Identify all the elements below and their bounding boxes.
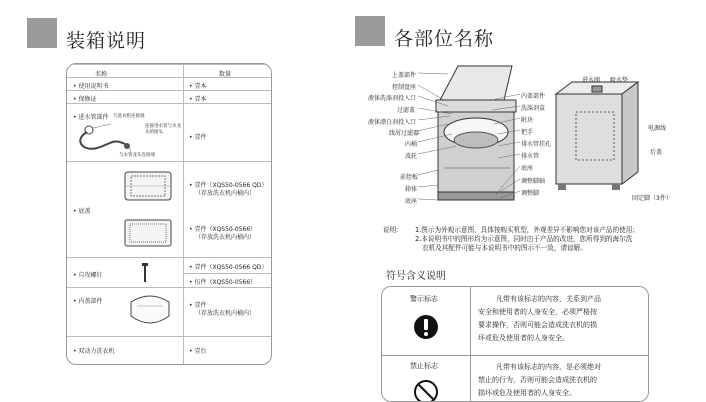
symbols-divider bbox=[470, 287, 471, 401]
part-label: 吸水垫 bbox=[610, 77, 629, 84]
warning-text-line: 凡带有该标志的内容，关系到产品 bbox=[496, 295, 601, 303]
prohibition-symbol-name: 禁止标志 bbox=[410, 362, 438, 370]
header-name: 名称 bbox=[95, 71, 108, 78]
part-label: 调整脚 bbox=[521, 190, 540, 197]
part-label: 排水管 bbox=[521, 153, 540, 160]
prohibition-icon bbox=[413, 379, 439, 402]
part-label: 液体漂白剂投入口 bbox=[368, 119, 417, 126]
callout-label: 连接进水管与水龙头的接头 bbox=[145, 124, 181, 135]
leader-lines-left bbox=[418, 70, 478, 210]
warning-icon bbox=[413, 314, 439, 340]
part-label: 底座 bbox=[405, 198, 418, 205]
left-title-square bbox=[27, 18, 57, 48]
leader-lines-middle bbox=[492, 90, 522, 200]
row-qty: • 壹件 bbox=[189, 302, 207, 309]
row-qty: • 壹件（XQS50-0566 QD） bbox=[189, 264, 268, 271]
part-label: 波轮 bbox=[405, 153, 418, 160]
row-qty: • 壹件（XQS50-0566 QD） bbox=[189, 182, 268, 189]
note-line: 1.图示为外观示意图，具体按购买机型，外观差异不影响您对该产品的使用； bbox=[415, 226, 639, 234]
warning-text-line: 要求操作，否则可能会造成洗衣机的损 bbox=[478, 321, 597, 329]
table-row bbox=[67, 257, 271, 288]
warning-text-line: 坏或危及使用者的人身安全。 bbox=[478, 334, 569, 342]
row-qty: • 壹台 bbox=[189, 348, 207, 355]
right-title-square bbox=[355, 16, 385, 46]
callout-label: 与水管龙头连接端 bbox=[119, 153, 155, 158]
part-label: 内桶 bbox=[405, 141, 418, 148]
callout-label: 与洗衣机连接端 bbox=[113, 114, 145, 119]
row-qty: • 壹件（XQS50-0566） bbox=[189, 226, 257, 233]
table-row bbox=[67, 77, 271, 91]
table-row bbox=[67, 90, 271, 104]
row-name: • 保修证 bbox=[73, 96, 97, 103]
note-label: 说明： bbox=[383, 226, 403, 234]
note-line: 2.本说明书中的图形均为示意图，同时由于产品的改进，您所得到的海尔洗 bbox=[415, 235, 633, 243]
table-row bbox=[67, 287, 271, 337]
part-label: 过滤盖 bbox=[397, 107, 416, 114]
table-row bbox=[67, 103, 271, 162]
row-qty-note: （存放洗衣机内桶内） bbox=[195, 310, 256, 317]
note-line: 衣机及其配件可能与本说明书中的图示不一致，请谅解。 bbox=[422, 244, 587, 252]
part-label: 洗涤剂盒 bbox=[521, 105, 546, 112]
part-label: 后盖 bbox=[650, 149, 663, 156]
part-label: 液体洗涤剂投入口 bbox=[368, 95, 417, 102]
part-label: 上盖部件 bbox=[392, 72, 417, 79]
row-qty: • 壹本 bbox=[189, 83, 207, 90]
washer-back-illustration bbox=[552, 78, 642, 198]
part-label: 箱体 bbox=[405, 186, 418, 193]
symbols-title: 符号含义说明 bbox=[386, 271, 446, 282]
row-qty-note: （存放洗衣机内桶内） bbox=[195, 234, 256, 241]
qty-split-line bbox=[183, 273, 271, 274]
row-qty: • 壹件 bbox=[189, 134, 207, 141]
warning-text-line: 安全和使用者的人身安全，必须严格按 bbox=[478, 308, 597, 316]
row-qty-note: （存放洗衣机内桶内） bbox=[195, 190, 256, 197]
part-label: 电源线 bbox=[648, 125, 667, 132]
symbols-row-divider bbox=[382, 355, 648, 356]
row-qty: • 伍件（XQS50-0566） bbox=[189, 279, 257, 286]
warning-symbol-name: 警示标志 bbox=[410, 295, 438, 303]
screw-icon bbox=[140, 262, 150, 284]
part-label: 调整脚轴 bbox=[521, 178, 546, 185]
prohibition-text-line: 禁止的行为，否则可能会造成洗衣机的 bbox=[478, 376, 597, 384]
packing-table bbox=[66, 63, 272, 365]
row-qty: • 壹本 bbox=[189, 96, 207, 103]
row-name: • 进水管部件 bbox=[73, 114, 109, 121]
row-name: • 自攻螺钉 bbox=[73, 272, 103, 279]
part-label: 固定脚（3件） bbox=[632, 195, 672, 202]
row-name: • 双动力洗衣机 bbox=[73, 348, 115, 355]
table-row bbox=[67, 161, 271, 258]
left-page-title: 装箱说明 bbox=[66, 30, 147, 52]
part-label: 控制盘座 bbox=[392, 84, 417, 91]
part-label: 排水管挂孔 bbox=[521, 141, 552, 148]
part-label: 底座 bbox=[521, 165, 534, 172]
prohibition-text-line: 凡带有该标志的内容，是必须绝对 bbox=[496, 363, 601, 371]
inner-lid-illustration bbox=[125, 292, 175, 332]
header-qty: 数量 bbox=[219, 71, 232, 78]
part-label: 进水阀 bbox=[582, 77, 601, 84]
part-label: 线屑过滤器 bbox=[389, 130, 420, 137]
row-name: • 使用说明书 bbox=[73, 83, 109, 90]
bottom-cover-illustration bbox=[121, 214, 177, 254]
bottom-cover-qd-illustration bbox=[121, 166, 177, 206]
part-label: 内盖部件 bbox=[521, 93, 546, 100]
row-name: • 底盖 bbox=[73, 208, 91, 215]
part-label: 前控板 bbox=[400, 174, 419, 181]
part-label: 附块 bbox=[521, 117, 534, 124]
table-header-row bbox=[67, 64, 271, 78]
symbols-table bbox=[381, 286, 649, 402]
prohibition-text-line: 损坏或危及使用者的人身安全。 bbox=[478, 389, 576, 397]
part-label: 把手 bbox=[521, 129, 534, 136]
right-page-title: 各部位名称 bbox=[394, 28, 495, 50]
table-row bbox=[67, 336, 271, 365]
row-name: • 内盖部件 bbox=[73, 298, 103, 305]
